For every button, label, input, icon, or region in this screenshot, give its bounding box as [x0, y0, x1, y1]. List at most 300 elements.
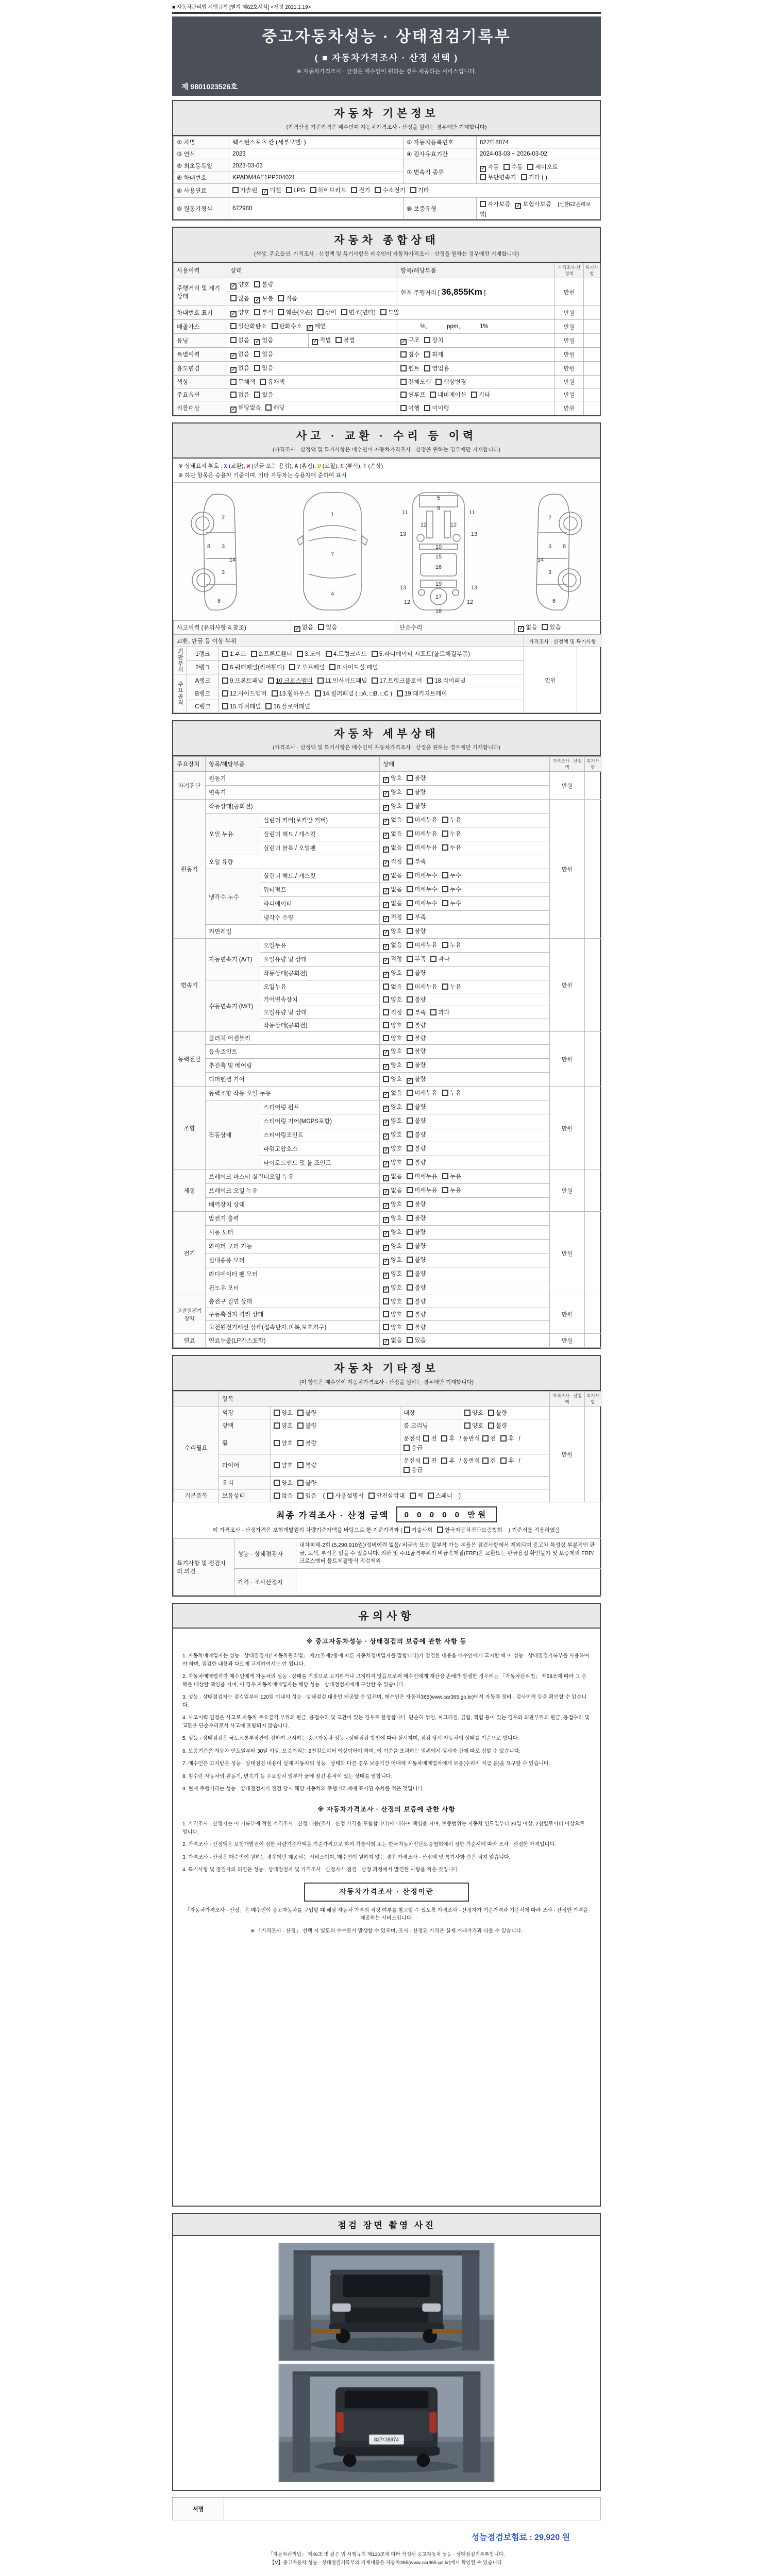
unchecked-box-icon[interactable]	[372, 651, 378, 657]
unchecked-box-icon[interactable]	[407, 1159, 413, 1165]
checkbox-누유[interactable]: 누유	[442, 1186, 461, 1194]
unchecked-box-icon[interactable]	[297, 1462, 304, 1468]
unchecked-box-icon[interactable]	[404, 1445, 410, 1451]
checked-box-icon[interactable]: ✓	[307, 325, 312, 331]
checkbox-기타 ( )[interactable]: 기타 ( )	[521, 173, 547, 181]
checkbox-불량[interactable]: 불량	[407, 927, 426, 935]
checked-box-icon[interactable]: ✓	[384, 846, 389, 852]
checkbox-미세누유[interactable]: 미세누유	[407, 1089, 437, 1097]
unchecked-box-icon[interactable]	[407, 1324, 413, 1330]
unchecked-box-icon[interactable]	[480, 174, 486, 180]
checked-box-icon[interactable]: ✓	[231, 353, 236, 359]
checkbox-누유[interactable]: 누유	[442, 816, 461, 824]
checkbox-누수[interactable]: 누수	[442, 885, 461, 893]
unchecked-box-icon[interactable]	[423, 1458, 429, 1464]
unchecked-box-icon[interactable]	[254, 392, 260, 398]
unchecked-box-icon[interactable]	[407, 928, 413, 934]
checkbox-양호[interactable]: 양호	[383, 995, 402, 1004]
checkbox-불량[interactable]: 불량	[254, 280, 273, 289]
checkbox-일산화탄소[interactable]: 일산화탄소	[230, 322, 267, 330]
checkbox-양호[interactable]: 양호	[383, 1323, 402, 1331]
checkbox-하이브리드[interactable]: 하이브리드	[310, 186, 347, 194]
unchecked-box-icon[interactable]	[464, 1410, 470, 1416]
checkbox-7.루프패널[interactable]: 7.루프패널	[289, 663, 325, 671]
checked-box-icon[interactable]: ✓	[263, 189, 267, 195]
unchecked-box-icon[interactable]	[297, 1480, 304, 1486]
checkbox-16.플로어패널[interactable]: 16.플로어패널	[265, 702, 310, 710]
checkbox-불량[interactable]: 불량	[407, 774, 426, 782]
unchecked-box-icon[interactable]	[407, 1117, 413, 1124]
unchecked-box-icon[interactable]	[272, 690, 278, 697]
checkbox-전[interactable]: 전	[423, 1434, 436, 1443]
unchecked-box-icon[interactable]	[407, 1062, 413, 1068]
checkbox-없음[interactable]: ✓ 없음	[384, 1174, 402, 1181]
checkbox-누수[interactable]: 누수	[442, 871, 461, 879]
unchecked-box-icon[interactable]	[310, 187, 316, 193]
checkbox-있음[interactable]: 있음	[318, 623, 337, 631]
checkbox-양호[interactable]: ✓ 양호	[384, 1062, 402, 1070]
checked-box-icon[interactable]: ✓	[516, 203, 520, 209]
checked-box-icon[interactable]: ✓	[255, 339, 260, 345]
checkbox-불량[interactable]: 불량	[407, 1021, 426, 1029]
checkbox-13.휠하우스[interactable]: 13.휠하우스	[272, 689, 310, 698]
checkbox-불량[interactable]: 불량	[488, 1421, 507, 1430]
checkbox-불량[interactable]: 불량	[407, 1103, 426, 1111]
checkbox-후[interactable]: 후	[441, 1434, 455, 1443]
checked-box-icon[interactable]: ✓	[384, 1339, 389, 1345]
unchecked-box-icon[interactable]	[442, 872, 448, 878]
checkbox-19.패키지트레이[interactable]: 19.패키지트레이	[397, 689, 447, 698]
checkbox-없음[interactable]: ✓ 없음	[519, 624, 537, 632]
checkbox-17.트렁크플로어[interactable]: 17.트렁크플로어	[372, 676, 422, 685]
checkbox-가솔린[interactable]: 가솔린	[232, 186, 257, 194]
checkbox-양호[interactable]: ✓ 양호	[384, 1285, 402, 1292]
checkbox-이행[interactable]: 이행	[400, 404, 419, 412]
unchecked-box-icon[interactable]	[351, 187, 357, 193]
checkbox-양호[interactable]: ✓ 양호	[384, 789, 402, 796]
unchecked-box-icon[interactable]	[265, 703, 272, 709]
unchecked-box-icon[interactable]	[407, 1257, 413, 1263]
unchecked-box-icon[interactable]	[500, 1458, 507, 1464]
unchecked-box-icon[interactable]	[222, 664, 228, 670]
unchecked-box-icon[interactable]	[407, 1035, 413, 1041]
checkbox-불량[interactable]: 불량	[297, 1409, 316, 1417]
checkbox-훼손(오손)[interactable]: 훼손(오손)	[278, 308, 312, 316]
checkbox-미세누유[interactable]: 미세누유	[407, 816, 437, 824]
unchecked-box-icon[interactable]	[327, 1493, 333, 1499]
unchecked-box-icon[interactable]	[442, 984, 448, 990]
checkbox-불량[interactable]: 불량	[407, 1228, 426, 1236]
unchecked-box-icon[interactable]	[265, 404, 272, 411]
unchecked-box-icon[interactable]	[383, 1009, 389, 1015]
checkbox-5.라디에이터 서포트(볼트체결부품)[interactable]: 5.라디에이터 서포트(볼트체결부품)	[372, 650, 470, 658]
checkbox-LPG[interactable]: LPG	[286, 187, 306, 194]
unchecked-box-icon[interactable]	[430, 956, 436, 962]
unchecked-box-icon[interactable]	[407, 1337, 413, 1343]
unchecked-box-icon[interactable]	[407, 831, 413, 837]
checked-box-icon[interactable]: ✓	[408, 1078, 412, 1083]
unchecked-box-icon[interactable]	[500, 1435, 507, 1442]
checkbox-있음[interactable]: 있음	[254, 391, 273, 399]
checkbox-양호[interactable]: 양호	[383, 1075, 402, 1083]
checked-box-icon[interactable]: ✓	[384, 1147, 389, 1153]
checkbox-미세누유[interactable]: 미세누유	[407, 982, 437, 991]
unchecked-box-icon[interactable]	[424, 337, 430, 343]
checkbox-15.대쉬패널[interactable]: 15.대쉬패널	[222, 702, 261, 710]
checked-box-icon[interactable]: ✓	[255, 297, 260, 303]
unchecked-box-icon[interactable]	[274, 1480, 280, 1486]
checkbox-불량[interactable]: 불량	[407, 1269, 426, 1278]
checkbox-미세누유[interactable]: 미세누유	[407, 843, 437, 852]
checked-box-icon[interactable]: ✓	[384, 1120, 389, 1125]
checkbox-양호[interactable]: ✓ 양호	[384, 1271, 402, 1278]
checkbox-미세누수[interactable]: 미세누수	[407, 885, 437, 893]
checkbox-후[interactable]: 후	[500, 1456, 514, 1465]
checked-box-icon[interactable]: ✓	[384, 1231, 389, 1236]
unchecked-box-icon[interactable]	[427, 677, 433, 684]
unchecked-box-icon[interactable]	[407, 1243, 413, 1249]
checked-box-icon[interactable]: ✓	[313, 339, 317, 345]
unchecked-box-icon[interactable]	[521, 174, 527, 180]
checkbox-양호[interactable]: ✓ 양호	[384, 1104, 402, 1111]
unchecked-box-icon[interactable]	[407, 886, 413, 892]
checkbox-침수[interactable]: 침수	[400, 350, 419, 359]
checked-box-icon[interactable]: ✓	[231, 283, 236, 289]
unchecked-box-icon[interactable]	[437, 1527, 443, 1533]
checkbox-색상변경[interactable]: 색상변경	[435, 378, 466, 386]
unchecked-box-icon[interactable]	[407, 803, 413, 809]
checkbox-디젤[interactable]: ✓ 디젤	[263, 188, 281, 195]
checkbox-전[interactable]: 전	[482, 1456, 496, 1465]
unchecked-box-icon[interactable]	[407, 1104, 413, 1110]
checkbox-불량[interactable]: 불량	[407, 1214, 426, 1222]
checkbox-없음[interactable]: ✓ 없음	[384, 901, 402, 908]
checkbox-기술사회[interactable]: 기술사회	[404, 1526, 433, 1534]
unchecked-box-icon[interactable]	[222, 690, 228, 697]
checked-box-icon[interactable]: ✓	[295, 626, 300, 632]
checkbox-무단변속기[interactable]: 무단변속기	[480, 173, 516, 181]
checked-box-icon[interactable]: ✓	[384, 1259, 389, 1264]
unchecked-box-icon[interactable]	[488, 1422, 494, 1429]
checked-box-icon[interactable]: ✓	[231, 367, 236, 372]
unchecked-box-icon[interactable]	[423, 1435, 429, 1442]
unchecked-box-icon[interactable]	[375, 187, 381, 193]
checkbox-기타[interactable]: 기타	[471, 391, 490, 399]
unchecked-box-icon[interactable]	[297, 1440, 304, 1446]
checkbox-양호[interactable]: ✓ 양호	[384, 928, 402, 936]
checkbox-후[interactable]: 후	[500, 1434, 514, 1443]
checked-box-icon[interactable]: ✓	[384, 1092, 389, 1097]
checkbox-불량[interactable]: 불량	[407, 1144, 426, 1153]
checkbox-양호[interactable]: ✓ 양호	[384, 1257, 402, 1264]
checkbox-1.후드[interactable]: 1.후드	[222, 650, 246, 658]
checkbox-양호[interactable]: 양호	[383, 1310, 402, 1318]
signature-area[interactable]	[224, 2498, 601, 2520]
unchecked-box-icon[interactable]	[407, 817, 413, 823]
unchecked-box-icon[interactable]	[400, 405, 407, 411]
unchecked-box-icon[interactable]	[407, 1201, 413, 1207]
checkbox-불량[interactable]: 불량	[407, 1323, 426, 1331]
unchecked-box-icon[interactable]	[407, 1009, 413, 1015]
checkbox-부족[interactable]: 부족	[407, 913, 426, 921]
checkbox-썬루프[interactable]: 썬루프	[400, 391, 425, 399]
unchecked-box-icon[interactable]	[407, 970, 413, 976]
unchecked-box-icon[interactable]	[407, 1311, 413, 1317]
checkbox-해당없음[interactable]: ✓ 해당없음	[231, 405, 261, 412]
unchecked-box-icon[interactable]	[407, 900, 413, 906]
checkbox-장치[interactable]: 장치	[424, 336, 443, 344]
checkbox-미세누유[interactable]: 미세누유	[407, 941, 437, 949]
unchecked-box-icon[interactable]	[442, 1173, 448, 1179]
checkbox-불량[interactable]: 불량	[407, 802, 426, 810]
checkbox-미세누수[interactable]: 미세누수	[407, 871, 437, 879]
unchecked-box-icon[interactable]	[482, 1458, 489, 1464]
unchecked-box-icon[interactable]	[383, 1076, 389, 1082]
checkbox-불량[interactable]: 불량	[488, 1409, 507, 1417]
unchecked-box-icon[interactable]	[272, 323, 278, 329]
checkbox-한국자동차진단보증협회[interactable]: 한국자동차진단보증협회	[437, 1526, 502, 1534]
checkbox-양호[interactable]: ✓ 양호	[231, 310, 250, 317]
checkbox-불량[interactable]: 불량	[407, 1034, 426, 1042]
unchecked-box-icon[interactable]	[407, 844, 413, 851]
unchecked-box-icon[interactable]	[527, 164, 533, 170]
checkbox-없음[interactable]: 없음	[230, 336, 249, 344]
unchecked-box-icon[interactable]	[442, 831, 448, 837]
checkbox-14.필러패널 ( □A, □B, □C )[interactable]: 14.필러패널 ( □A, □B, □C )	[315, 689, 392, 698]
unchecked-box-icon[interactable]	[383, 1035, 389, 1041]
unchecked-box-icon[interactable]	[372, 677, 378, 684]
checkbox-누유[interactable]: 누유	[442, 982, 461, 991]
checked-box-icon[interactable]: ✓	[384, 1203, 389, 1209]
unchecked-box-icon[interactable]	[404, 1467, 410, 1473]
unchecked-box-icon[interactable]	[442, 1187, 448, 1193]
checkbox-렌트[interactable]: 렌트	[400, 364, 419, 372]
checkbox-적정[interactable]: ✓ 적정	[384, 956, 402, 963]
checkbox-부족[interactable]: 부족	[407, 1008, 426, 1016]
checkbox-양호[interactable]: ✓ 양호	[384, 1146, 402, 1153]
checkbox-누유[interactable]: 누유	[442, 1172, 461, 1180]
unchecked-box-icon[interactable]	[407, 1022, 413, 1028]
unchecked-box-icon[interactable]	[341, 309, 347, 315]
checkbox-양호[interactable]: ✓ 양호	[384, 775, 402, 783]
unchecked-box-icon[interactable]	[274, 1410, 280, 1416]
checked-box-icon[interactable]: ✓	[384, 930, 389, 936]
checkbox-불량[interactable]: 불량	[297, 1479, 316, 1487]
checkbox-9.프론트패널[interactable]: 9.프론트패널	[222, 676, 263, 685]
checkbox-없음[interactable]: ✓ 없음	[384, 1337, 402, 1345]
checkbox-화재[interactable]: 화재	[424, 350, 443, 359]
unchecked-box-icon[interactable]	[407, 1284, 413, 1291]
checked-box-icon[interactable]: ✓	[384, 972, 389, 977]
unchecked-box-icon[interactable]	[274, 1462, 280, 1468]
unchecked-box-icon[interactable]	[482, 1435, 489, 1442]
unchecked-box-icon[interactable]	[274, 1440, 280, 1446]
unchecked-box-icon[interactable]	[254, 365, 260, 371]
checkbox-구조[interactable]: ✓ 구조	[401, 337, 420, 345]
unchecked-box-icon[interactable]	[407, 996, 413, 1003]
checkbox-미세누유[interactable]: 미세누유	[407, 1172, 437, 1180]
unchecked-box-icon[interactable]	[400, 365, 407, 371]
checkbox-많음[interactable]: 많음	[230, 294, 249, 302]
checkbox-미이행[interactable]: 미이행	[424, 404, 449, 412]
checkbox-없음[interactable]: ✓ 없음	[384, 873, 402, 880]
checked-box-icon[interactable]: ✓	[401, 339, 406, 345]
unchecked-box-icon[interactable]	[368, 1493, 375, 1499]
unchecked-box-icon[interactable]	[441, 1435, 447, 1442]
unchecked-box-icon[interactable]	[317, 309, 324, 315]
checkbox-불량[interactable]: ✓ 불량	[408, 1076, 426, 1083]
checked-box-icon[interactable]: ✓	[384, 1175, 389, 1181]
unchecked-box-icon[interactable]	[222, 677, 228, 684]
unchecked-box-icon[interactable]	[297, 651, 303, 657]
checkbox-없음[interactable]: ✓ 없음	[384, 1188, 402, 1195]
unchecked-box-icon[interactable]	[230, 295, 237, 301]
unchecked-box-icon[interactable]	[383, 1022, 389, 1028]
unchecked-box-icon[interactable]	[318, 624, 324, 630]
unchecked-box-icon[interactable]	[407, 872, 413, 878]
unchecked-box-icon[interactable]	[407, 858, 413, 865]
checked-box-icon[interactable]: ✓	[384, 833, 389, 838]
unchecked-box-icon[interactable]	[289, 664, 295, 670]
checkbox-전[interactable]: 전	[423, 1456, 436, 1465]
checkbox-양호[interactable]: 양호	[274, 1479, 293, 1487]
checkbox-없음[interactable]: ✓ 없음	[384, 942, 402, 950]
checkbox-없음[interactable]: ✓ 없음	[231, 365, 250, 372]
checkbox-불량[interactable]: 불량	[407, 1200, 426, 1208]
checkbox-양호[interactable]: 양호	[274, 1461, 293, 1469]
checkbox-불량[interactable]: 불량	[407, 1242, 426, 1250]
checkbox-적음[interactable]: 적음	[278, 294, 297, 302]
unchecked-box-icon[interactable]	[542, 624, 548, 630]
unchecked-box-icon[interactable]	[274, 1493, 280, 1499]
unchecked-box-icon[interactable]	[404, 1527, 410, 1533]
checkbox-불량[interactable]: 불량	[297, 1439, 316, 1447]
checked-box-icon[interactable]: ✓	[384, 1286, 389, 1292]
checkbox-없음[interactable]: ✓ 없음	[384, 817, 402, 824]
unchecked-box-icon[interactable]	[315, 690, 321, 697]
checkbox-불량[interactable]: 불량	[407, 1283, 426, 1292]
unchecked-box-icon[interactable]	[442, 844, 448, 851]
unchecked-box-icon[interactable]	[407, 1145, 413, 1151]
checkbox-있음[interactable]: 있음	[542, 623, 561, 631]
checkbox-부족[interactable]: 부족	[407, 955, 426, 963]
unchecked-box-icon[interactable]	[428, 1493, 434, 1499]
unchecked-box-icon[interactable]	[424, 405, 430, 411]
checkbox-양호[interactable]: ✓ 양호	[384, 1160, 402, 1167]
unchecked-box-icon[interactable]	[230, 379, 237, 385]
checked-box-icon[interactable]: ✓	[384, 874, 389, 880]
unchecked-box-icon[interactable]	[286, 187, 292, 193]
checkbox-있음[interactable]: 있음	[297, 1492, 316, 1500]
unchecked-box-icon[interactable]	[430, 1009, 436, 1015]
unchecked-box-icon[interactable]	[232, 187, 239, 193]
checkbox-양호[interactable]: 양호	[464, 1409, 483, 1417]
checkbox-응급[interactable]: 응급	[404, 1466, 423, 1474]
unchecked-box-icon[interactable]	[278, 295, 284, 301]
checkbox-불량[interactable]: 불량	[407, 1116, 426, 1125]
unchecked-box-icon[interactable]	[471, 392, 477, 398]
checkbox-양호[interactable]: 양호	[464, 1421, 483, 1430]
checkbox-전기[interactable]: 전기	[351, 186, 370, 194]
checked-box-icon[interactable]: ✓	[231, 406, 236, 412]
checkbox-세미오토[interactable]: 세미오토	[527, 163, 558, 171]
unchecked-box-icon[interactable]	[268, 677, 274, 684]
checkbox-자가보증[interactable]: 자가보증	[480, 200, 510, 208]
unchecked-box-icon[interactable]	[407, 775, 413, 781]
checkbox-양호[interactable]: ✓ 양호	[384, 1048, 402, 1056]
checkbox-12.사이드멤버[interactable]: 12.사이드멤버	[222, 689, 267, 698]
checkbox-네비게이션[interactable]: 네비게이션	[430, 391, 466, 399]
unchecked-box-icon[interactable]	[326, 651, 332, 657]
checkbox-양호[interactable]: 양호	[274, 1439, 293, 1447]
checked-box-icon[interactable]: ✓	[384, 1133, 389, 1139]
unchecked-box-icon[interactable]	[407, 1298, 413, 1304]
checkbox-매연[interactable]: ✓ 매연	[307, 324, 326, 331]
checkbox-수소전기[interactable]: 수소전기	[375, 186, 405, 194]
checkbox-누유[interactable]: 누유	[442, 843, 461, 852]
checkbox-양호[interactable]: ✓ 양호	[384, 1201, 402, 1209]
checkbox-상이[interactable]: 상이	[317, 308, 337, 316]
unchecked-box-icon[interactable]	[407, 1131, 413, 1138]
unchecked-box-icon[interactable]	[254, 351, 260, 357]
unchecked-box-icon[interactable]	[410, 187, 416, 193]
unchecked-box-icon[interactable]	[254, 281, 260, 287]
checkbox-불량[interactable]: 불량	[407, 1297, 426, 1306]
unchecked-box-icon[interactable]	[329, 664, 335, 670]
checkbox-없음[interactable]: 없음	[383, 982, 402, 991]
unchecked-box-icon[interactable]	[274, 1422, 280, 1429]
unchecked-box-icon[interactable]	[407, 1187, 413, 1193]
unchecked-box-icon[interactable]	[442, 942, 448, 948]
checkbox-없음[interactable]: ✓ 없음	[384, 831, 402, 838]
checkbox-10.크로스멤버[interactable]: 10.크로스멤버	[268, 676, 313, 685]
checkbox-있음[interactable]: ✓ 있음	[255, 337, 274, 345]
unchecked-box-icon[interactable]	[407, 942, 413, 948]
unchecked-box-icon[interactable]	[424, 365, 430, 371]
checkbox-적정[interactable]: 적정	[383, 1008, 402, 1016]
checkbox-불량[interactable]: 불량	[407, 788, 426, 796]
checkbox-미세누수[interactable]: 미세누수	[407, 899, 437, 907]
checked-box-icon[interactable]: ✓	[384, 1273, 389, 1278]
checkbox-도말[interactable]: 도말	[380, 308, 399, 316]
checked-box-icon[interactable]: ✓	[384, 1064, 389, 1070]
checkbox-없음[interactable]: ✓ 없음	[231, 351, 250, 359]
unchecked-box-icon[interactable]	[407, 1270, 413, 1277]
checked-box-icon[interactable]: ✓	[384, 860, 389, 866]
checkbox-해당[interactable]: 해당	[265, 403, 284, 412]
checkbox-무채색[interactable]: 무채색	[230, 378, 255, 386]
unchecked-box-icon[interactable]	[442, 886, 448, 892]
checkbox-없음[interactable]: ✓ 없음	[384, 845, 402, 852]
unchecked-box-icon[interactable]	[400, 351, 407, 358]
checked-box-icon[interactable]: ✓	[481, 165, 485, 172]
unchecked-box-icon[interactable]	[222, 703, 228, 709]
unchecked-box-icon[interactable]	[335, 337, 342, 343]
unchecked-box-icon[interactable]	[254, 309, 260, 315]
checkbox-누유[interactable]: 누유	[442, 1089, 461, 1097]
checkbox-부식[interactable]: 부식	[254, 308, 273, 316]
checkbox-보통[interactable]: ✓ 보통	[255, 296, 274, 303]
unchecked-box-icon[interactable]	[442, 1090, 448, 1096]
unchecked-box-icon[interactable]	[464, 1422, 470, 1429]
checkbox-변조(변타)[interactable]: 변조(변타)	[341, 308, 376, 316]
checkbox-누수[interactable]: 누수	[442, 899, 461, 907]
checkbox-스패너[interactable]: 스패너	[428, 1492, 452, 1500]
unchecked-box-icon[interactable]	[407, 1090, 413, 1096]
checkbox-과다[interactable]: 과다	[430, 955, 449, 963]
unchecked-box-icon[interactable]	[383, 996, 389, 1003]
checked-box-icon[interactable]: ✓	[384, 888, 389, 894]
